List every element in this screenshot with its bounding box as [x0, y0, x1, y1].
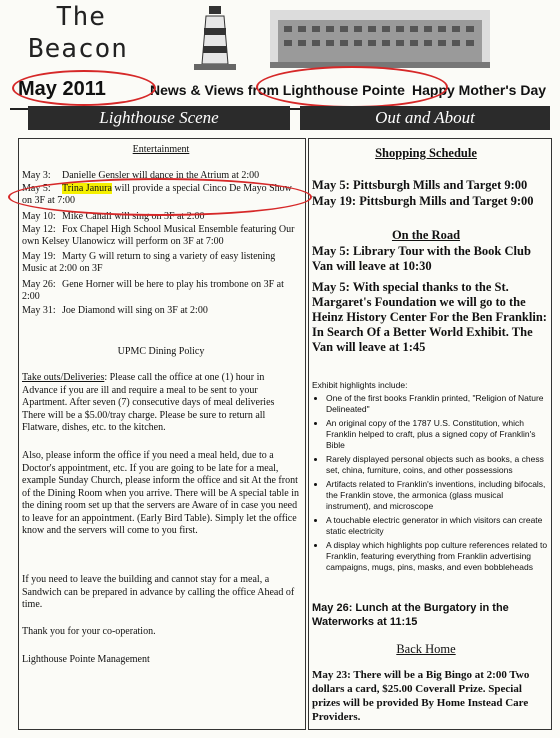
highlights-list — [312, 393, 548, 573]
dining-label: Take outs/Deliveries — [22, 372, 105, 383]
mothers-day-greeting: Happy Mother's Day — [412, 82, 547, 98]
ent-date: May 5: — [22, 183, 51, 194]
ent-text: Fox Chapel High School Musical Ensemble featuring Our own Kelsey Ulanowicz will perform on 3F at 7:00 — [22, 224, 295, 247]
shopping-item-1: May 5: Pittsburgh Mills and Target 9:00 — [312, 178, 528, 192]
ent-item-6 — [22, 279, 302, 303]
annotation-oval-date — [12, 70, 156, 106]
ent-highlight: Trina Janura — [62, 183, 112, 194]
road-heading: On the Road — [391, 228, 461, 242]
ent-date: May 31: — [22, 305, 56, 316]
ent-date: May 26: — [22, 279, 56, 290]
ent-item-4 — [22, 224, 302, 248]
dining-text: : Please call the office at one (1) hour in Advance if you are ill and require a meal to be sent to your Apartment. After seven (7) consecutive days of meal deliveries There will be a $5.00/tray charge. Please be sure to return all Flatware, dishes, etc. to the kitchen. — [22, 372, 275, 433]
ent-item-5 — [22, 251, 302, 275]
entertainment-heading: Entertainment — [132, 144, 190, 155]
annotation-oval-tagline — [256, 66, 448, 108]
lighthouse-icon — [190, 2, 240, 72]
highlight-item: • A touchable electric generator in which visitors can create static electricity — [326, 515, 548, 537]
road-item-3: May 26: Lunch at the Burgatory in the Waterworks at 11:15 — [312, 602, 509, 628]
annotation-oval-cinco — [8, 178, 312, 216]
section-header-left: Lighthouse Scene — [28, 106, 290, 130]
issue-date: May 2011 — [18, 78, 106, 100]
highlight-item: • Rarely displayed personal objects such as books, a chess set, china, furniture, coins, and other possessions — [326, 454, 548, 476]
shopping-heading: Shopping Schedule — [375, 146, 477, 160]
masthead-title-line2: Beacon — [28, 34, 128, 64]
ent-text: Danielle Gensler will dance in the Atrium at 2:00 — [62, 170, 260, 181]
ent-text: Mike Canali will sing on 3F at 2:00 — [62, 211, 205, 222]
home-item-1: May 23: There will be a Big Bingo at 2:00 Two dollars a card, $25.00 Coverall Prize. Special prizes will be provided By Home Instead Care Providers. — [312, 669, 530, 723]
dining-signature: Lighthouse Pointe Management — [22, 654, 150, 665]
dining-heading: UPMC Dining Policy — [117, 346, 205, 357]
exhibit-highlights — [312, 380, 548, 576]
tagline: News & Views from Lighthouse Pointe — [150, 82, 405, 98]
ent-date: May 3: — [22, 170, 51, 181]
highlight-item: • One of the first books Franklin printed, "Religion of Nature Delineated" — [326, 393, 548, 415]
dining-paragraph-3: If you need to leave the building and cannot stay for a meal, a Sandwich can be prepared in advance by calling the office Ahead of time. — [22, 574, 295, 610]
ent-item-7 — [22, 305, 302, 317]
dining-paragraph-2: Also, please inform the office if you need a meal held, due to a Doctor's appointment, etc. If you are going to be late for a meal, example Sunday Church, please inform the office and sit At the front of the Dining Room when you arrive. There will be A special table in the dining room set up that the servers are Aware of in case you need to leave for an appointment. (Early Bird Table). Simply let the office know and the servers will come to you first. — [22, 450, 299, 536]
highlight-item: • Artifacts related to Franklin's inventions, including bifocals, the Franklin stove, the armonica (glass musical instrument), and microscope — [326, 479, 548, 512]
road-item-1: May 5: Library Tour with the Book Club Van will leave at 10:30 — [312, 244, 531, 273]
ent-date: May 12: — [22, 224, 56, 235]
ent-text: Marty G will return to sing a variety of easy listening Music at 2:00 on 3F — [22, 251, 276, 274]
highlight-item: • An original copy of the 1787 U.S. Constitution, which Franklin helped to craft, plus a signed copy of Franklin's Bible — [326, 418, 548, 451]
ent-text: Gene Horner will be here to play his trombone on 3F at 2:00 — [22, 279, 284, 302]
shopping-item-2: May 19: Pittsburgh Mills and Target 9:00 — [312, 194, 534, 208]
ent-date: May 10: — [22, 211, 56, 222]
dining-paragraph-4: Thank you for your co-operation. — [22, 626, 156, 637]
home-heading: Back Home — [396, 642, 456, 656]
ent-text: will provide a special Cinco De Mayo Show on 3F at 7:00 — [22, 183, 292, 206]
ent-text: Joe Diamond will sing on 3F at 2:00 — [62, 305, 208, 316]
masthead-title-line1: The — [56, 2, 106, 32]
building-photo-icon — [270, 10, 490, 68]
road-item-2: May 5: With special thanks to the St. Margaret's Foundation we will go to the Heinz History Center For the Ben Franklin: In Search Of a Better World Exhibit. The Van will leave at 1:45 — [312, 280, 547, 354]
highlights-intro: Exhibit highlights include: — [312, 380, 408, 390]
dining-paragraph-1 — [22, 372, 300, 435]
ent-date: May 19: — [22, 251, 56, 262]
highlight-item: • A display which highlights pop culture references related to Franklin, featuring everything from Franklin advertising campaigns, mugs, pins, masks, and even bobbleheads — [326, 540, 548, 573]
section-header-right: Out and About — [300, 106, 550, 130]
